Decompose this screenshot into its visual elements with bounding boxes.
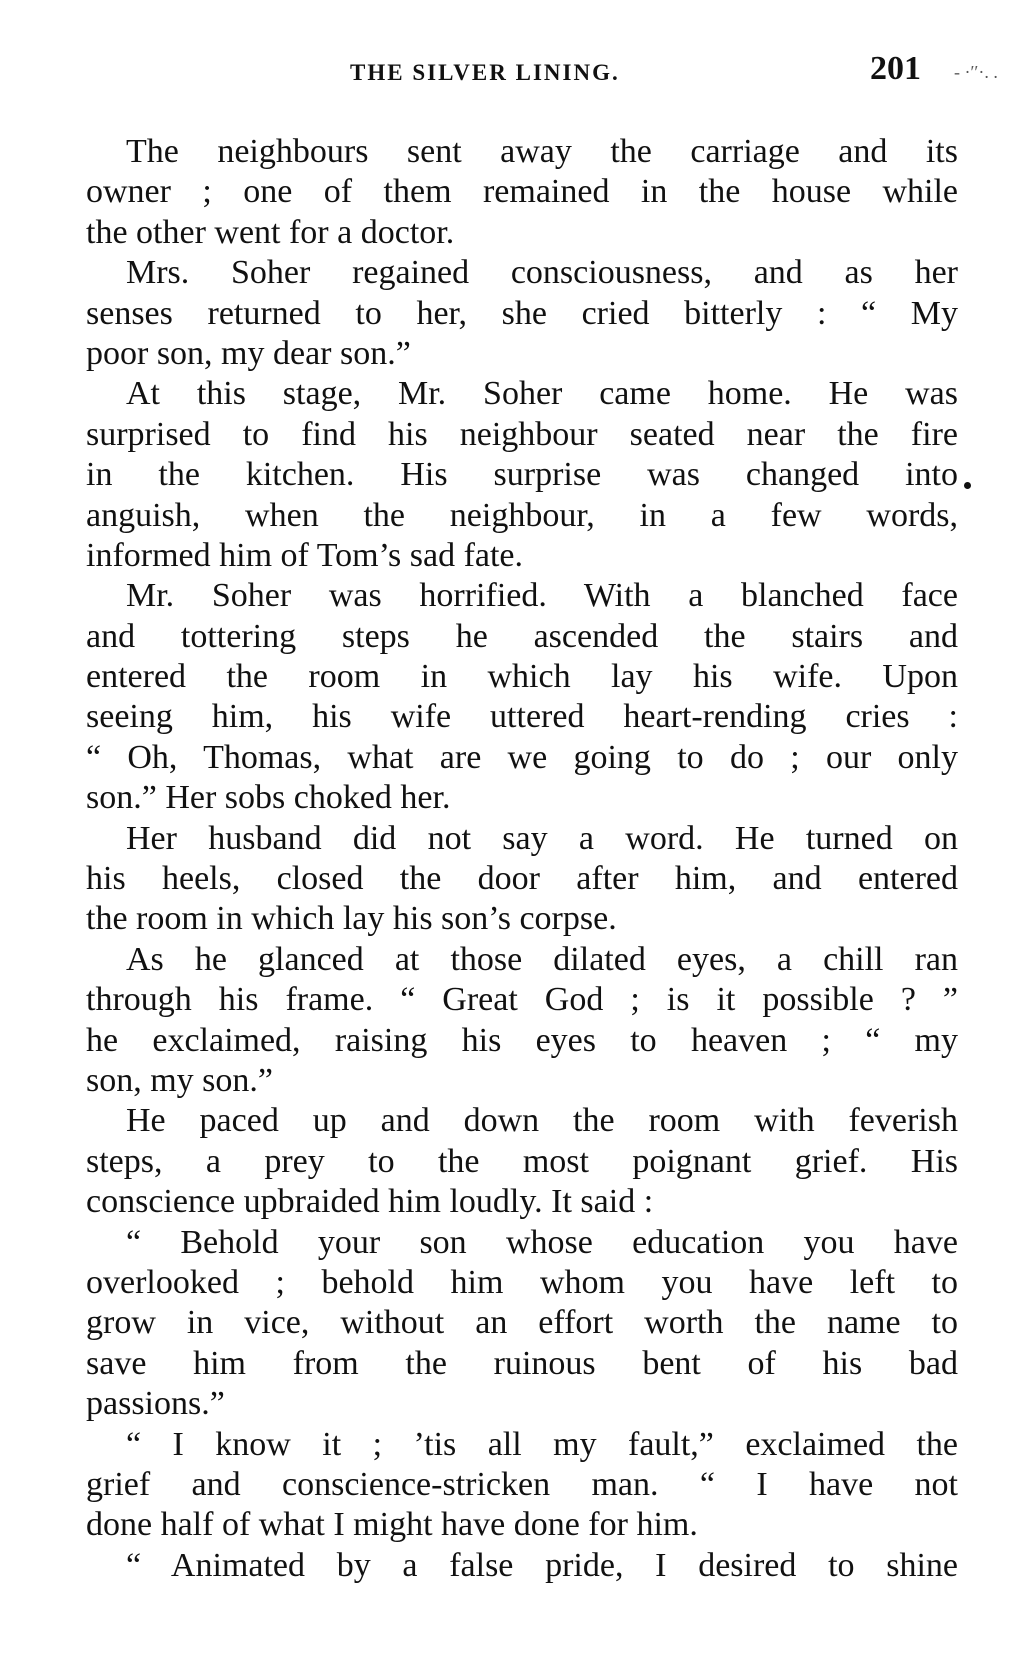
text-line: “ Behold your son whose education you have [126,1223,958,1261]
text-line: Mrs. Soher regained consciousness, and as her [126,254,958,292]
text-line: At this stage, Mr. Soher came home. He was [126,375,958,413]
text-line: Mr. Soher was horrified. With a blanched face [126,577,958,615]
text-line: in the kitchen. His surprise was changed into [86,456,958,494]
text-line: done half of what I might have done for him. [86,1506,698,1544]
text-line: senses returned to her, she cried bitterly : “ My [86,294,958,332]
margin-ink-dot [964,482,971,489]
body-text [86,132,958,1586]
text-line: conscience upbraided him loudly. It said : [86,1183,654,1221]
text-line: Her husband did not say a word. He turned on [126,819,958,857]
text-line: and tottering steps he ascended the stairs and [86,617,958,655]
text-line: overlooked ; behold him whom you have left to [86,1263,958,1301]
text-line: “ Animated by a false pride, I desired to shine [126,1546,958,1584]
text-line: he exclaimed, raising his eyes to heaven ; “ my [86,1021,958,1059]
running-head [88,50,998,94]
margin-pencil-mark: - ·′′·. . [954,62,998,82]
text-line: owner ; one of them remained in the house while [86,173,958,211]
text-line: the room in which lay his son’s corpse. [86,900,617,938]
text-line: the other went for a doctor. [86,213,455,251]
text-line: informed him of Tom’s sad fate. [86,536,524,574]
text-line: seeing him, his wife uttered heart-rending cries : [86,698,958,736]
text-line: grow in vice, without an effort worth the name to [86,1304,958,1342]
text-line: The neighbours sent away the carriage and its [126,133,958,170]
text-line: entered the room in which lay his wife. Upon [86,658,958,696]
text-line: son, my son.” [86,1061,273,1099]
text-line: surprised to find his neighbour seated near the fire [86,415,958,453]
text-line: his heels, closed the door after him, and entered [86,860,958,898]
text-line: son.” Her sobs choked her. [86,779,451,817]
text-line: “ Oh, Thomas, what are we going to do ; our only [86,738,958,776]
text-line: As he glanced at those dilated eyes, a chill ran [126,940,958,978]
text-line: save him from the ruinous bent of his bad [86,1344,958,1382]
running-head-title: THE SILVER LINING. [350,60,620,85]
text-line: passions.” [86,1385,225,1423]
text-line: poor son, my dear son.” [86,334,411,372]
text-line: steps, a prey to the most poignant grief. His [86,1142,958,1180]
text-line: through his frame. “ Great God ; is it possible ? ” [86,981,958,1019]
text-line: He paced up and down the room with feverish [126,1102,958,1140]
page-number: 201 [870,50,921,87]
text-line: grief and conscience-stricken man. “ I have not [86,1465,958,1503]
text-line: “ I know it ; ’tis all my fault,” exclaimed the [126,1425,958,1463]
text-line: anguish, when the neighbour, in a few words, [86,496,958,534]
